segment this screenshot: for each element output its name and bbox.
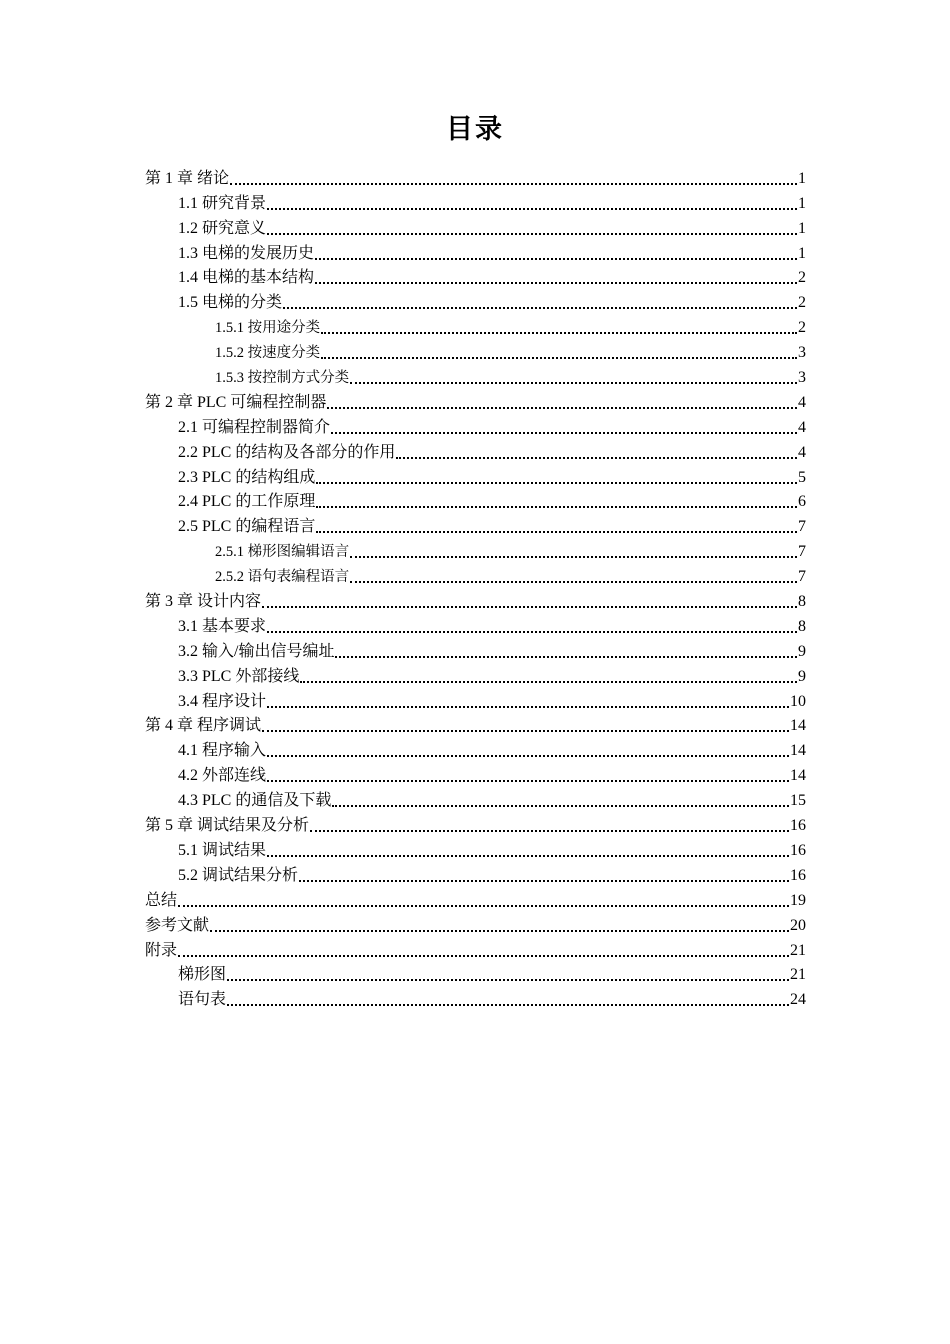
toc-entry[interactable] (145, 388, 806, 413)
toc-entry-label: 5.2 调试结果分析 (178, 866, 299, 884)
dot-leader (178, 955, 789, 957)
toc-entry-page-number: 15 (790, 792, 806, 810)
toc-entry-label: 2.5 PLC 的编程语言 (178, 518, 316, 536)
dot-leader (321, 332, 797, 334)
dot-leader (316, 482, 797, 484)
dot-leader (315, 282, 797, 284)
toc-entry[interactable] (145, 786, 806, 811)
toc-entry-page-number: 4 (798, 443, 806, 461)
dot-leader (267, 855, 789, 857)
toc-entry-page-number: 2 (798, 269, 806, 287)
toc-entry-page-number: 16 (790, 817, 806, 835)
toc-entry[interactable] (145, 886, 806, 911)
toc-entry-page-number: 4 (798, 393, 806, 411)
toc-entry[interactable] (145, 587, 806, 612)
toc-entry-page-number: 21 (790, 966, 806, 984)
dot-leader (300, 681, 797, 683)
toc-entry-label: 语句表 (178, 991, 227, 1009)
toc-entry-label: 2.5.2 语句表编程语言 (215, 569, 350, 586)
toc-entry-page-number: 4 (798, 418, 806, 436)
toc-entry-label: 4.3 PLC 的通信及下载 (178, 792, 332, 810)
toc-entry-page-number: 24 (790, 991, 806, 1009)
dot-leader (321, 357, 797, 359)
toc-entry-page-number: 8 (798, 617, 806, 635)
toc-entry-page-number: 14 (790, 767, 806, 785)
dot-leader (210, 930, 789, 932)
toc-entry-page-number: 5 (798, 468, 806, 486)
toc-entry-label: 2.2 PLC 的结构及各部分的作用 (178, 443, 396, 461)
toc-entry-page-number: 1 (798, 244, 806, 262)
toc-entry[interactable] (145, 438, 806, 463)
dot-leader (262, 730, 789, 732)
toc-entry[interactable] (145, 861, 806, 886)
toc-entry-label: 2.1 可编程控制器简介 (178, 418, 331, 436)
toc-entry-page-number: 16 (790, 841, 806, 859)
dot-leader (332, 805, 789, 807)
toc-entry-label: 1.5 电梯的分类 (178, 294, 283, 312)
toc-entry[interactable] (145, 736, 806, 761)
dot-leader (267, 631, 797, 633)
toc-entry[interactable] (145, 313, 806, 338)
toc-entry-label: 3.4 程序设计 (178, 692, 267, 710)
toc-entry-label: 1.5.3 按控制方式分类 (215, 370, 350, 387)
toc-entry-label: 3.2 输入/输出信号编址 (178, 642, 335, 660)
toc-entry-page-number: 9 (798, 642, 806, 660)
toc-entry[interactable] (145, 413, 806, 438)
toc-entry[interactable] (145, 164, 806, 189)
toc-entry-label: 1.1 研究背景 (178, 194, 267, 212)
toc-entry-label: 第 4 章 程序调试 (145, 717, 262, 735)
dot-leader (315, 258, 797, 260)
toc-entry-page-number: 16 (790, 866, 806, 884)
dot-leader (267, 233, 797, 235)
toc-entry[interactable] (145, 712, 806, 737)
dot-leader (267, 780, 789, 782)
toc-entry[interactable] (145, 239, 806, 264)
toc-entry[interactable] (145, 189, 806, 214)
toc-entry-label: 总结 (145, 891, 178, 909)
toc-entry[interactable] (145, 512, 806, 537)
dot-leader (316, 531, 797, 533)
toc-entry-page-number: 8 (798, 593, 806, 611)
dot-leader (327, 407, 797, 409)
toc-entry-page-number: 1 (798, 169, 806, 187)
toc-entry[interactable] (145, 637, 806, 662)
dot-leader (267, 755, 789, 757)
toc-entry-page-number: 14 (790, 742, 806, 760)
toc-entry[interactable] (145, 562, 806, 587)
toc-entry[interactable] (145, 911, 806, 936)
toc-entry-label: 1.2 研究意义 (178, 219, 267, 237)
toc-entry-label: 参考文献 (145, 916, 210, 934)
dot-leader (267, 706, 789, 708)
dot-leader (262, 606, 797, 608)
toc-list (145, 164, 806, 1010)
toc-entry-label: 附录 (145, 941, 178, 959)
toc-entry-label: 2.3 PLC 的结构组成 (178, 468, 316, 486)
toc-entry-page-number: 3 (798, 369, 806, 387)
toc-entry-page-number: 7 (798, 518, 806, 536)
dot-leader (396, 457, 797, 459)
dot-leader (335, 656, 797, 658)
dot-leader (350, 581, 797, 583)
toc-entry[interactable] (145, 537, 806, 562)
toc-entry-page-number: 2 (798, 319, 806, 337)
toc-entry-page-number: 20 (790, 916, 806, 934)
toc-entry-page-number: 7 (798, 543, 806, 561)
toc-entry-page-number: 7 (798, 568, 806, 586)
toc-entry-label: 4.2 外部连线 (178, 767, 267, 785)
toc-entry[interactable] (145, 288, 806, 313)
toc-entry-page-number: 21 (790, 941, 806, 959)
toc-entry[interactable] (145, 363, 806, 388)
dot-leader (267, 208, 797, 210)
toc-entry-page-number: 10 (790, 692, 806, 710)
toc-entry-label: 5.1 调试结果 (178, 841, 267, 859)
dot-leader (316, 506, 797, 508)
toc-entry-label: 2.4 PLC 的工作原理 (178, 493, 316, 511)
toc-entry-label: 第 2 章 PLC 可编程控制器 (145, 393, 327, 411)
toc-entry[interactable] (145, 662, 806, 687)
toc-entry[interactable] (145, 612, 806, 637)
toc-entry-page-number: 6 (798, 493, 806, 511)
toc-entry-label: 2.5.1 梯形图编辑语言 (215, 544, 350, 561)
dot-leader (299, 880, 789, 882)
toc-entry-label: 1.4 电梯的基本结构 (178, 269, 315, 287)
dot-leader (227, 1004, 789, 1006)
toc-entry[interactable] (145, 836, 806, 861)
toc-entry-label: 1.5.1 按用途分类 (215, 320, 321, 337)
toc-entry-page-number: 14 (790, 717, 806, 735)
toc-entry-label: 4.1 程序输入 (178, 742, 267, 760)
toc-entry-page-number: 19 (790, 891, 806, 909)
toc-entry-page-number: 3 (798, 344, 806, 362)
dot-leader (350, 556, 797, 558)
toc-entry[interactable] (145, 985, 806, 1010)
dot-leader (350, 382, 797, 384)
toc-entry-label: 梯形图 (178, 966, 227, 984)
toc-entry-label: 3.1 基本要求 (178, 617, 267, 635)
toc-entry[interactable] (145, 463, 806, 488)
toc-entry[interactable] (145, 761, 806, 786)
toc-entry-label: 第 3 章 设计内容 (145, 593, 262, 611)
toc-entry[interactable] (145, 338, 806, 363)
toc-title: 目录 (446, 114, 504, 145)
toc-entry[interactable] (145, 811, 806, 836)
toc-entry[interactable] (145, 936, 806, 961)
dot-leader (331, 432, 797, 434)
toc-entry-page-number: 1 (798, 194, 806, 212)
toc-entry-label: 第 5 章 调试结果及分析 (145, 817, 310, 835)
dot-leader (227, 979, 789, 981)
toc-entry-label: 第 1 章 绪论 (145, 169, 230, 187)
toc-entry-page-number: 9 (798, 667, 806, 685)
dot-leader (178, 905, 789, 907)
toc-entry[interactable] (145, 214, 806, 239)
toc-entry-page-number: 1 (798, 219, 806, 237)
toc-entry[interactable] (145, 488, 806, 513)
toc-entry[interactable] (145, 264, 806, 289)
toc-entry-page-number: 2 (798, 294, 806, 312)
toc-entry-label: 3.3 PLC 外部接线 (178, 667, 300, 685)
dot-leader (310, 830, 789, 832)
dot-leader (283, 307, 797, 309)
toc-entry[interactable] (145, 961, 806, 986)
dot-leader (230, 183, 797, 185)
toc-entry[interactable] (145, 687, 806, 712)
toc-entry-label: 1.5.2 按速度分类 (215, 345, 321, 362)
toc-entry-label: 1.3 电梯的发展历史 (178, 244, 315, 262)
